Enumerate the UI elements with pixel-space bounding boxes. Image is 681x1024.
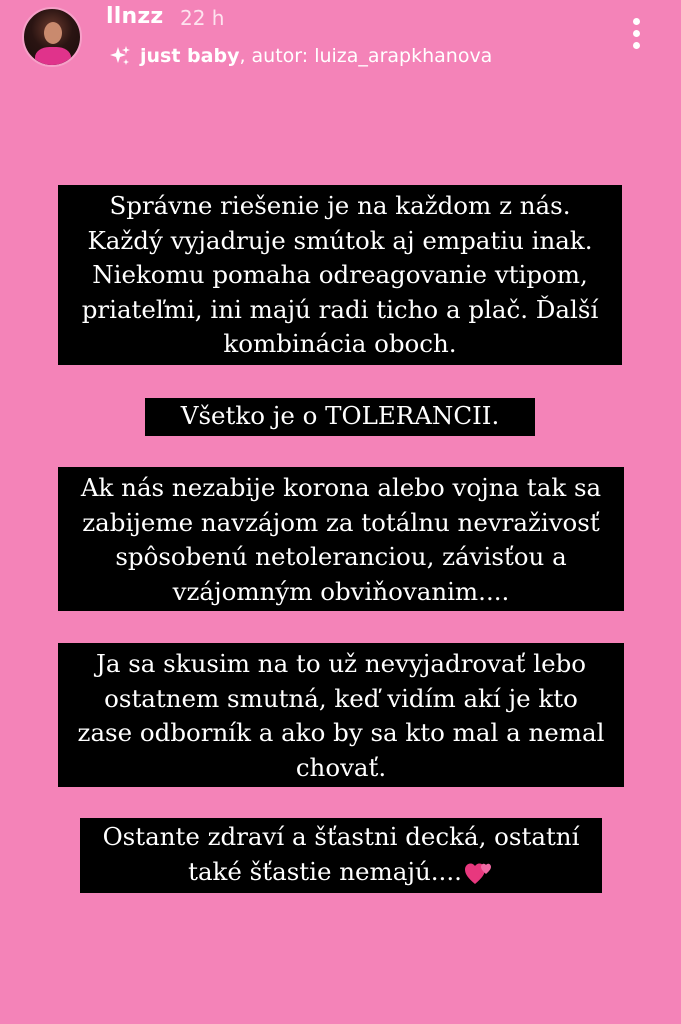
story-header bbox=[0, 0, 681, 80]
two-hearts-emoji bbox=[464, 860, 494, 886]
sparkle-icon bbox=[108, 44, 132, 68]
more-vertical-icon[interactable] bbox=[624, 18, 648, 52]
text-line: Ja sa skusim na to už nevyjadrovať lebo bbox=[96, 649, 586, 678]
text-line: Niekomu pomaha odreagovanie vtipom, bbox=[92, 260, 588, 289]
more-dot-2 bbox=[633, 30, 640, 37]
text-line: vzájomným obviňovanim.... bbox=[172, 576, 510, 606]
avatar[interactable] bbox=[22, 7, 82, 67]
post-time: 22 h bbox=[180, 6, 225, 30]
text-line: ostatnem smutná, keď vidím akí je kto bbox=[104, 683, 578, 713]
song-title[interactable]: just baby bbox=[140, 45, 240, 67]
text-line: kombinácia oboch. bbox=[223, 329, 457, 358]
text-block-1 bbox=[58, 185, 622, 365]
text-line: Každý vyjadruje smútok aj empatiu inak. bbox=[87, 225, 593, 255]
text-block-4 bbox=[58, 643, 624, 787]
more-dot-3 bbox=[633, 42, 640, 49]
music-attribution[interactable] bbox=[108, 42, 492, 70]
text-line: spôsobenú netoleranciou, závisťou a bbox=[115, 542, 567, 571]
more-dot-1 bbox=[633, 18, 640, 25]
text-line: Ostante zdraví a šťastni decká, ostatní bbox=[102, 822, 580, 851]
text-block-5 bbox=[80, 818, 602, 893]
text-line: priateľmi, ini majú radi ticho a plač. Ďalší bbox=[81, 294, 599, 324]
avatar-face bbox=[44, 22, 62, 44]
username[interactable]: llnzz bbox=[106, 4, 164, 29]
avatar-dress bbox=[35, 47, 71, 67]
text-line: Všetko je o TOLERANCII. bbox=[180, 401, 500, 430]
text-line-with-emoji bbox=[80, 855, 602, 890]
text-line: zabijeme navzájom za totálnu nevraživosť bbox=[82, 507, 600, 537]
text-block-3 bbox=[58, 467, 624, 611]
text-line: Správne riešenie je na každom z nás. bbox=[109, 191, 571, 220]
text-block-2 bbox=[145, 398, 535, 436]
song-author: , autor: luiza_arapkhanova bbox=[239, 45, 493, 67]
text-line: zase odborník a ako by sa kto mal a nemal bbox=[77, 718, 605, 747]
text-line: také šťastie nemajú.... bbox=[188, 856, 462, 886]
text-line: chovať. bbox=[295, 752, 387, 782]
text-line: Ak nás nezabije korona alebo vojna tak sa bbox=[80, 473, 602, 502]
